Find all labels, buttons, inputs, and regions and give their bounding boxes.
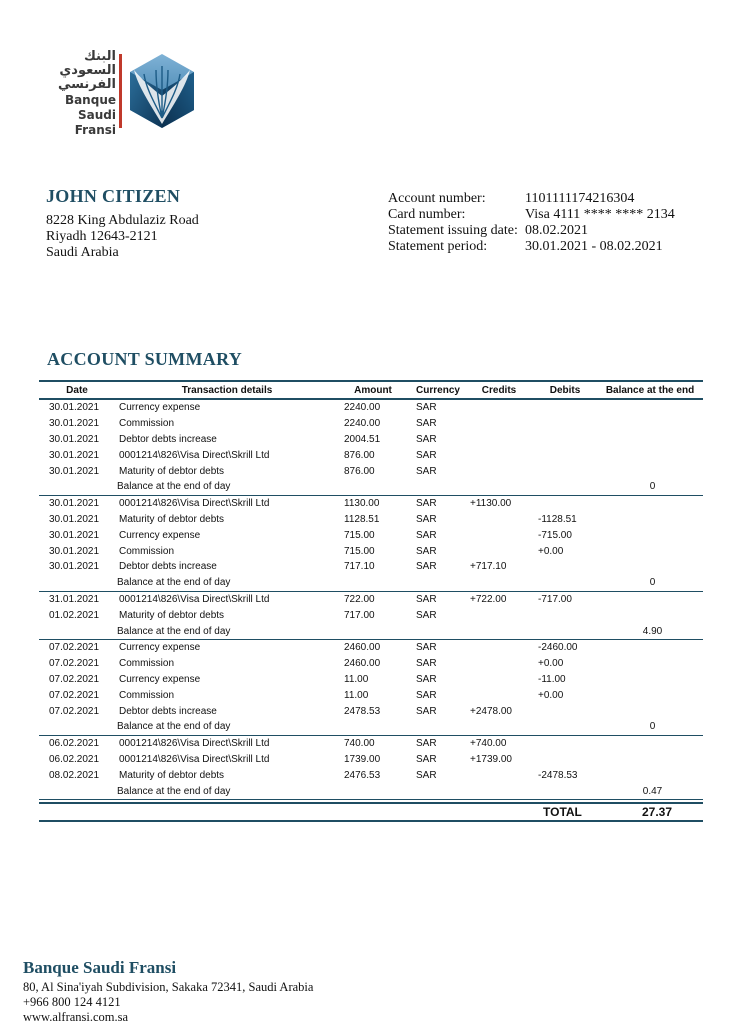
table-row [39, 416, 703, 432]
cell-details: Debtor debts increase [119, 705, 217, 717]
cell-details: Maturity of debtor debts [119, 465, 225, 477]
cell-date: 07.02.2021 [49, 689, 100, 701]
cell-date: 08.02.2021 [49, 769, 100, 781]
bank-logo [50, 49, 200, 137]
cell-amount: 1130.00 [344, 498, 380, 510]
cell-debits: -11.00 [538, 673, 566, 685]
cell-amount: 2460.00 [344, 642, 381, 654]
end-of-day-balance: 4.90 [642, 625, 663, 637]
table-row [39, 672, 703, 688]
cell-credits: +740.00 [470, 738, 507, 750]
cell-amount: 1739.00 [344, 753, 381, 765]
table-row [39, 496, 703, 512]
cell-details: Commission [119, 658, 175, 670]
end-of-day-row [39, 623, 703, 639]
cell-details: 0001214\826\Visa Direct\Skrill Ltd [119, 593, 270, 605]
cell-debits: -2460.00 [538, 642, 578, 654]
cell-amount: 11.00 [344, 673, 369, 685]
cell-credits: +1130.00 [470, 498, 512, 510]
table-row [39, 592, 703, 608]
footer-phone: +966 800 124 4121 [23, 995, 121, 1009]
logo-arabic-line: البنك [83, 49, 116, 64]
cell-credits: +2478.00 [470, 705, 512, 717]
cell-details: Debtor debts increase [119, 433, 217, 445]
cell-details: 0001214\826\Visa Direct\Skrill Ltd [119, 738, 270, 750]
end-of-day-balance: 0.47 [642, 785, 663, 797]
statement-row [388, 207, 718, 223]
cell-currency: SAR [416, 545, 437, 557]
header-currency: Currency [416, 384, 460, 396]
cell-amount: 2004.51 [344, 433, 381, 445]
table-row [39, 767, 703, 783]
cell-amount: 2460.00 [344, 658, 381, 670]
table-row [39, 527, 703, 543]
cell-debits: -1128.51 [538, 513, 577, 525]
customer-block [46, 186, 326, 261]
cell-currency: SAR [416, 498, 437, 510]
table-row [39, 559, 703, 575]
cell-amount: 740.00 [344, 738, 375, 750]
cell-currency: SAR [416, 689, 437, 701]
statement-label: Statement issuing date: [388, 223, 518, 238]
customer-address-line: 8228 King Abdulaziz Road [46, 213, 199, 228]
end-of-day-balance: 0 [649, 481, 656, 493]
cell-currency: SAR [416, 402, 437, 414]
cell-currency: SAR [416, 465, 437, 477]
cell-date: 30.01.2021 [49, 465, 100, 477]
end-of-day-label: Balance at the end of day [117, 625, 231, 637]
cell-date: 06.02.2021 [49, 738, 100, 750]
cell-currency: SAR [416, 433, 437, 445]
statement-row [388, 191, 718, 207]
table-row [39, 463, 703, 479]
transaction-group [39, 640, 703, 736]
cell-date: 06.02.2021 [49, 753, 100, 765]
header-amount: Amount [354, 384, 392, 396]
end-of-day-row [39, 575, 703, 591]
account-number: 1101111174216304 [525, 191, 635, 206]
logo-english-line: Fransi [74, 123, 116, 137]
customer-country: Saudi Arabia [46, 245, 119, 260]
cell-details: Currency expense [119, 402, 201, 414]
cell-details: Currency expense [119, 529, 201, 541]
footer-bank-name: Banque Saudi Fransi [23, 958, 177, 977]
header-date: Date [66, 384, 88, 396]
cell-date: 30.01.2021 [49, 402, 100, 414]
table-row [39, 447, 703, 463]
cell-currency: SAR [416, 418, 437, 430]
footer-address: 80, Al Sina'iyah Subdivision, Sakaka 72341, Saudi Arabia [23, 980, 314, 994]
statement-label: Card number: [388, 207, 466, 222]
table-row [39, 736, 703, 752]
footer [23, 958, 423, 1024]
cell-date: 30.01.2021 [49, 529, 100, 541]
cell-details: 0001214\826\Visa Direct\Skrill Ltd [119, 753, 270, 765]
end-of-day-row [39, 783, 703, 799]
header-details: Transaction details [181, 384, 273, 396]
logo-divider [119, 54, 122, 128]
cell-date: 30.01.2021 [49, 498, 100, 510]
statement-info [388, 191, 718, 255]
cell-currency: SAR [416, 561, 437, 573]
cell-currency: SAR [416, 705, 437, 717]
cell-date: 30.01.2021 [49, 513, 100, 525]
cell-currency: SAR [416, 769, 437, 781]
cell-currency: SAR [416, 513, 437, 525]
cell-date: 30.01.2021 [49, 449, 100, 461]
total-value: 27.37 [641, 804, 673, 819]
cell-amount: 717.00 [344, 609, 375, 621]
table-header [39, 380, 703, 400]
end-of-day-balance: 0 [649, 577, 656, 589]
table-body [39, 400, 703, 800]
cell-debits: -717.00 [538, 593, 572, 605]
cell-debits: +0.00 [538, 545, 564, 557]
cell-credits: +722.00 [470, 593, 507, 605]
cell-date: 07.02.2021 [49, 658, 100, 670]
cell-date: 30.01.2021 [49, 561, 100, 573]
end-of-day-row [39, 719, 703, 735]
transaction-group [39, 496, 703, 592]
cell-amount: 1128.51 [344, 513, 380, 525]
statement-period: 30.01.2021 - 08.02.2021 [525, 239, 663, 254]
cell-currency: SAR [416, 449, 437, 461]
logo-english-line: Saudi [78, 108, 116, 122]
table-row [39, 512, 703, 528]
cell-details: Maturity of debtor debts [119, 513, 225, 525]
cell-date: 01.02.2021 [49, 609, 100, 621]
cell-details: Commission [119, 418, 175, 430]
cell-details: 0001214\826\Visa Direct\Skrill Ltd [119, 498, 270, 510]
transactions-table [39, 380, 703, 822]
table-row [39, 607, 703, 623]
cell-date: 07.02.2021 [49, 705, 100, 717]
cell-date: 31.01.2021 [49, 593, 100, 605]
cell-amount: 2240.00 [344, 402, 381, 414]
total-label: TOTAL [543, 804, 582, 819]
cell-details: Currency expense [119, 673, 201, 685]
cell-currency: SAR [416, 753, 437, 765]
transaction-group [39, 736, 703, 800]
logo-english-line: Banque [64, 93, 116, 107]
cell-debits: -715.00 [538, 529, 572, 541]
customer-address-line: Riyadh 12643-2121 [46, 229, 158, 244]
table-row [39, 400, 703, 416]
header-credits: Credits [481, 384, 517, 396]
cell-details: 0001214\826\Visa Direct\Skrill Ltd [119, 449, 270, 461]
transaction-group [39, 400, 703, 496]
cell-currency: SAR [416, 609, 437, 621]
issuing-date: 08.02.2021 [525, 223, 588, 238]
total-row [39, 802, 703, 822]
table-row [39, 656, 703, 672]
cell-credits: +1739.00 [470, 753, 512, 765]
cell-debits: -2478.53 [538, 769, 578, 781]
cell-currency: SAR [416, 593, 437, 605]
table-row [39, 703, 703, 719]
card-number: Visa 4111 **** **** 2134 [525, 207, 675, 222]
end-of-day-row [39, 479, 703, 495]
cell-details: Maturity of debtor debts [119, 769, 225, 781]
cell-date: 07.02.2021 [49, 673, 100, 685]
cell-date: 30.01.2021 [49, 418, 100, 430]
cell-debits: +0.00 [538, 689, 564, 701]
cell-amount: 876.00 [344, 465, 375, 477]
cell-amount: 2478.53 [344, 705, 381, 717]
end-of-day-label: Balance at the end of day [117, 785, 231, 797]
cell-amount: 715.00 [344, 529, 375, 541]
cell-amount: 715.00 [344, 545, 375, 557]
cell-credits: +717.10 [470, 561, 507, 573]
cell-details: Currency expense [119, 642, 201, 654]
cell-date: 30.01.2021 [49, 433, 100, 445]
table-row [39, 687, 703, 703]
end-of-day-label: Balance at the end of day [117, 577, 231, 589]
logo-wordmark [50, 50, 116, 137]
cell-amount: 717.10 [344, 561, 375, 573]
end-of-day-balance: 0 [649, 721, 656, 733]
end-of-day-label: Balance at the end of day [117, 481, 231, 493]
table-row [39, 543, 703, 559]
cell-amount: 876.00 [344, 449, 375, 461]
customer-name: JOHN CITIZEN [46, 186, 181, 206]
cell-date: 07.02.2021 [49, 642, 100, 654]
footer-website[interactable]: www.alfransi.com.sa [23, 1010, 129, 1024]
cell-date: 30.01.2021 [49, 545, 100, 557]
table-row [39, 432, 703, 448]
logo-arabic-line: السعودي [59, 63, 116, 78]
cell-details: Maturity of debtor debts [119, 609, 225, 621]
cell-details: Debtor debts increase [119, 561, 217, 573]
statement-label: Statement period: [388, 239, 488, 254]
cell-debits: +0.00 [538, 658, 564, 670]
logo-emblem-icon [128, 52, 196, 130]
cell-currency: SAR [416, 529, 437, 541]
header-balance: Balance at the end [605, 384, 695, 396]
cell-currency: SAR [416, 658, 437, 670]
header-debits: Debits [549, 384, 581, 396]
end-of-day-label: Balance at the end of day [117, 721, 231, 733]
logo-arabic-line: الفرنسي [57, 77, 116, 92]
statement-row [388, 223, 718, 239]
table-row [39, 752, 703, 768]
cell-details: Commission [119, 545, 175, 557]
statement-label: Account number: [388, 191, 486, 206]
table-row [39, 640, 703, 656]
cell-currency: SAR [416, 642, 437, 654]
cell-amount: 2476.53 [344, 769, 381, 781]
cell-amount: 2240.00 [344, 418, 381, 430]
section-title: ACCOUNT SUMMARY [47, 349, 243, 369]
cell-currency: SAR [416, 673, 437, 685]
cell-currency: SAR [416, 738, 437, 750]
transaction-group [39, 592, 703, 640]
cell-details: Commission [119, 689, 175, 701]
cell-amount: 11.00 [344, 689, 369, 701]
statement-row [388, 239, 718, 255]
cell-amount: 722.00 [344, 593, 375, 605]
